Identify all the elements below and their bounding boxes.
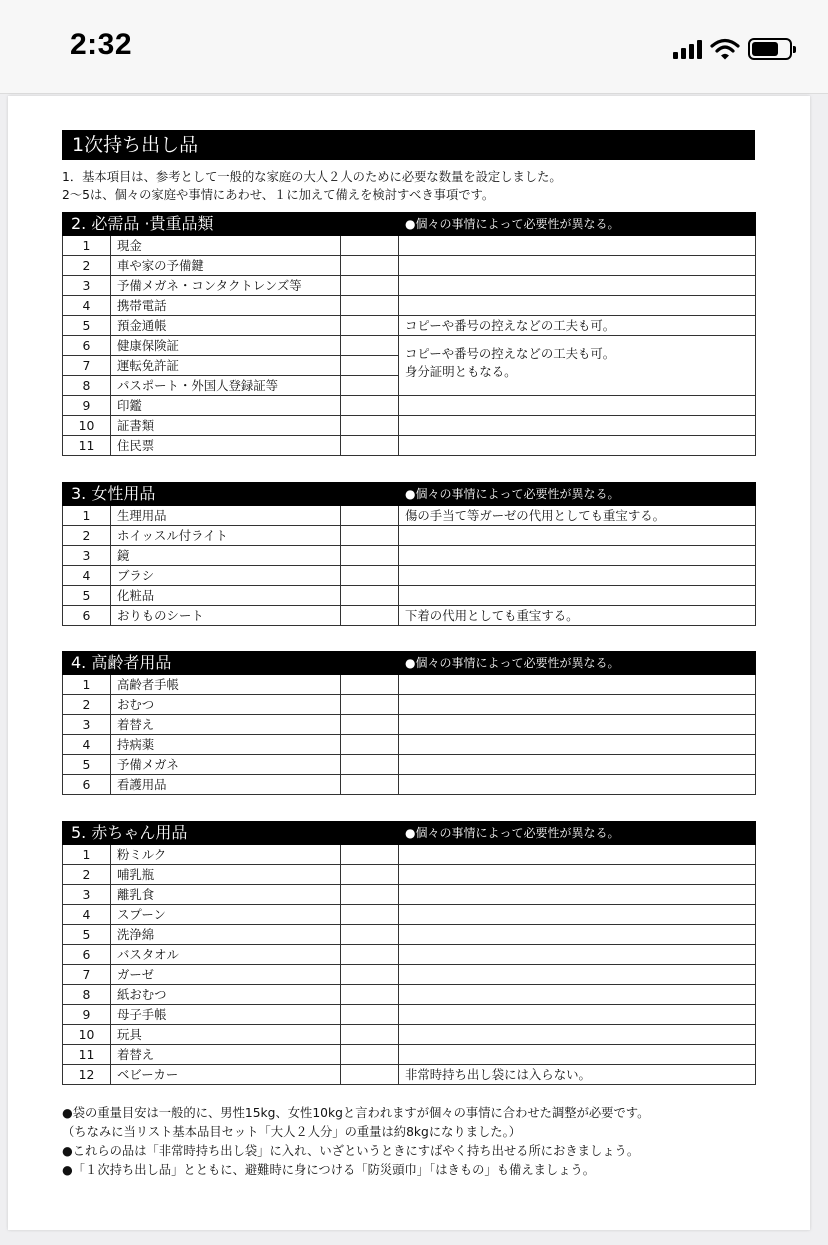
- item-number: 1: [63, 506, 111, 526]
- item-name: 化粧品: [111, 586, 341, 606]
- item-name: 看護用品: [111, 775, 341, 795]
- section-table-baby-items: [62, 821, 756, 1085]
- item-number: 4: [63, 296, 111, 316]
- item-number: 3: [63, 276, 111, 296]
- check-cell: [341, 775, 399, 795]
- item-name: ホイッスル付ライト: [111, 526, 341, 546]
- item-name: 現金: [111, 236, 341, 256]
- check-cell: [341, 865, 399, 885]
- section-table-elderly-items: [62, 651, 756, 795]
- table-row: [63, 845, 756, 865]
- table-row: [63, 985, 756, 1005]
- item-name: 離乳食: [111, 885, 341, 905]
- item-name: 玩具: [111, 1025, 341, 1045]
- item-note-empty: [399, 965, 756, 985]
- item-note: [399, 506, 756, 526]
- item-note-empty: [399, 1045, 756, 1065]
- item-number: 5: [63, 925, 111, 945]
- item-note: [399, 1065, 756, 1085]
- item-note-empty: [399, 416, 756, 436]
- table-row: [63, 256, 756, 276]
- table-row: [63, 695, 756, 715]
- item-note-empty: [399, 845, 756, 865]
- item-name: 母子手帳: [111, 1005, 341, 1025]
- item-name: 予備メガネ・コンタクトレンズ等: [111, 276, 341, 296]
- item-note-empty: [399, 755, 756, 775]
- table-row: [63, 296, 756, 316]
- section-title: 3. 女性用品: [63, 483, 399, 506]
- check-cell: [341, 1065, 399, 1085]
- table-row: [63, 1005, 756, 1025]
- item-number: 2: [63, 695, 111, 715]
- item-note-empty: [399, 775, 756, 795]
- item-note-line: 下着の代用としても重宝する。: [405, 607, 579, 623]
- item-name: 持病薬: [111, 735, 341, 755]
- table-row: [63, 755, 756, 775]
- section-title: 2. 必需品 ·貴重品類: [63, 213, 399, 236]
- item-note-line: 傷の手当て等ガーゼの代用としても重宝する。: [405, 507, 665, 523]
- item-name: 携帯電話: [111, 296, 341, 316]
- item-name: パスポート・外国人登録証等: [111, 376, 341, 396]
- section-header: [63, 652, 756, 675]
- footnote-line: ●これらの品は「非常時持ち出し袋」に入れ、いざというときにすばやく持ち出せる所におきましょう。: [62, 1144, 640, 1158]
- status-time: 2:32: [70, 28, 133, 61]
- table-row: [63, 865, 756, 885]
- item-note: [399, 336, 756, 396]
- section-note: ●個々の事情によって必要性が異なる。: [399, 822, 756, 845]
- table-row: [63, 965, 756, 985]
- item-number: 6: [63, 945, 111, 965]
- table-row: [63, 526, 756, 546]
- item-note-empty: [399, 675, 756, 695]
- check-cell: [341, 925, 399, 945]
- item-name: 予備メガネ: [111, 755, 341, 775]
- table-row: [63, 606, 756, 626]
- section-header: [63, 213, 756, 236]
- item-note-line: コピーや番号の控えなどの工夫も可。: [405, 317, 616, 333]
- table-row: [63, 416, 756, 436]
- check-cell: [341, 1045, 399, 1065]
- table-row: [63, 775, 756, 795]
- check-cell: [341, 715, 399, 735]
- table-row: [63, 925, 756, 945]
- section-header: [63, 483, 756, 506]
- item-note-empty: [399, 566, 756, 586]
- check-cell: [341, 276, 399, 296]
- table-row: [63, 336, 756, 356]
- item-number: 7: [63, 965, 111, 985]
- item-name: おむつ: [111, 695, 341, 715]
- item-note-empty: [399, 695, 756, 715]
- check-cell: [341, 566, 399, 586]
- table-row: [63, 396, 756, 416]
- check-cell: [341, 376, 399, 396]
- item-number: 2: [63, 526, 111, 546]
- section-note: ●個々の事情によって必要性が異なる。: [399, 483, 756, 506]
- wifi-icon: [710, 38, 740, 60]
- item-number: 5: [63, 316, 111, 336]
- check-cell: [341, 1005, 399, 1025]
- check-cell: [341, 755, 399, 775]
- table-row: [63, 715, 756, 735]
- item-name: 哺乳瓶: [111, 865, 341, 885]
- item-number: 12: [63, 1065, 111, 1085]
- item-name: 生理用品: [111, 506, 341, 526]
- check-cell: [341, 606, 399, 626]
- item-number: 9: [63, 396, 111, 416]
- footnotes: [62, 1104, 782, 1180]
- section-note: ●個々の事情によって必要性が異なる。: [399, 213, 756, 236]
- item-number: 2: [63, 256, 111, 276]
- document-intro: [62, 168, 762, 204]
- check-cell: [341, 236, 399, 256]
- item-number: 5: [63, 755, 111, 775]
- item-number: 4: [63, 905, 111, 925]
- item-number: 2: [63, 865, 111, 885]
- section-note: ●個々の事情によって必要性が異なる。: [399, 652, 756, 675]
- cellular-signal-icon: [673, 39, 702, 59]
- section-header: [63, 822, 756, 845]
- item-name: 鏡: [111, 546, 341, 566]
- section-table-womens-items: [62, 482, 756, 626]
- item-number: 11: [63, 436, 111, 456]
- item-number: 6: [63, 336, 111, 356]
- item-number: 3: [63, 546, 111, 566]
- check-cell: [341, 336, 399, 356]
- item-note-empty: [399, 985, 756, 1005]
- table-row: [63, 1025, 756, 1045]
- check-cell: [341, 965, 399, 985]
- item-number: 9: [63, 1005, 111, 1025]
- item-name: スプーン: [111, 905, 341, 925]
- check-cell: [341, 945, 399, 965]
- check-cell: [341, 396, 399, 416]
- item-name: 粉ミルク: [111, 845, 341, 865]
- item-name: 預金通帳: [111, 316, 341, 336]
- table-row: [63, 236, 756, 256]
- intro-line: 1．基本項目は、参考として一般的な家庭の大人２人のために必要な数量を設定しました。: [62, 170, 562, 184]
- check-cell: [341, 905, 399, 925]
- check-cell: [341, 985, 399, 1005]
- item-name: 洗浄綿: [111, 925, 341, 945]
- item-name: ブラシ: [111, 566, 341, 586]
- table-row: [63, 276, 756, 296]
- item-name: 着替え: [111, 715, 341, 735]
- item-note-empty: [399, 256, 756, 276]
- item-note-line: コピーや番号の控えなどの工夫も可。: [405, 346, 616, 361]
- item-name: 高齢者手帳: [111, 675, 341, 695]
- item-number: 3: [63, 885, 111, 905]
- check-cell: [341, 675, 399, 695]
- item-number: 10: [63, 416, 111, 436]
- item-note-line: 身分証明ともなる。: [405, 364, 517, 379]
- status-bar: [0, 0, 828, 94]
- item-note-empty: [399, 296, 756, 316]
- item-note-empty: [399, 1025, 756, 1045]
- item-number: 6: [63, 606, 111, 626]
- item-note: [399, 606, 756, 626]
- check-cell: [341, 316, 399, 336]
- item-number: 5: [63, 586, 111, 606]
- item-note-empty: [399, 396, 756, 416]
- item-name: バスタオル: [111, 945, 341, 965]
- check-cell: [341, 885, 399, 905]
- table-row: [63, 735, 756, 755]
- item-name: ガーゼ: [111, 965, 341, 985]
- check-cell: [341, 1025, 399, 1045]
- item-name: 車や家の予備鍵: [111, 256, 341, 276]
- item-note-empty: [399, 905, 756, 925]
- item-name: 健康保険証: [111, 336, 341, 356]
- table-row: [63, 1065, 756, 1085]
- item-number: 3: [63, 715, 111, 735]
- item-note-empty: [399, 735, 756, 755]
- item-number: 4: [63, 735, 111, 755]
- item-note-line: 非常時持ち出し袋には入らない。: [405, 1066, 591, 1082]
- table-row: [63, 566, 756, 586]
- footnote-line: （ちなみに当リスト基本品目セット「大人２人分」の重量は約8kgになりました。）: [62, 1125, 522, 1139]
- item-name: 証書類: [111, 416, 341, 436]
- table-row: [63, 945, 756, 965]
- item-name: 運転免許証: [111, 356, 341, 376]
- item-note-empty: [399, 276, 756, 296]
- item-name: ベビーカー: [111, 1065, 341, 1085]
- item-name: 紙おむつ: [111, 985, 341, 1005]
- table-row: [63, 885, 756, 905]
- footnote-line: ●「１次持ち出し品」とともに、避難時に身につける「防災頭巾」「はきもの」も備えましょう。: [62, 1163, 596, 1177]
- item-number: 4: [63, 566, 111, 586]
- status-icons: [673, 36, 792, 62]
- check-cell: [341, 436, 399, 456]
- item-number: 1: [63, 845, 111, 865]
- footnote-line: ●袋の重量目安は一般的に、男性15kg、女性10kgと言われますが個々の事情に合わせた調整が必要です。: [62, 1106, 650, 1120]
- item-name: 着替え: [111, 1045, 341, 1065]
- check-cell: [341, 526, 399, 546]
- document-title: 1次持ち出し品: [62, 130, 755, 160]
- item-number: 8: [63, 985, 111, 1005]
- item-number: 7: [63, 356, 111, 376]
- item-number: 10: [63, 1025, 111, 1045]
- item-note-empty: [399, 436, 756, 456]
- section-title: 5. 赤ちゃん用品: [63, 822, 399, 845]
- item-note-empty: [399, 236, 756, 256]
- check-cell: [341, 296, 399, 316]
- item-note-empty: [399, 546, 756, 566]
- item-note-empty: [399, 945, 756, 965]
- table-row: [63, 586, 756, 606]
- check-cell: [341, 356, 399, 376]
- check-cell: [341, 506, 399, 526]
- intro-line: 2～5は、個々の家庭や事情にあわせ、１に加えて備えを検討すべき事項です。: [62, 188, 495, 202]
- item-note-empty: [399, 925, 756, 945]
- item-note-empty: [399, 715, 756, 735]
- check-cell: [341, 586, 399, 606]
- table-row: [63, 905, 756, 925]
- check-cell: [341, 546, 399, 566]
- item-number: 1: [63, 675, 111, 695]
- section-table-necessities: [62, 212, 756, 456]
- item-name: 住民票: [111, 436, 341, 456]
- item-name: おりものシート: [111, 606, 341, 626]
- item-name: 印鑑: [111, 396, 341, 416]
- item-note-empty: [399, 865, 756, 885]
- check-cell: [341, 256, 399, 276]
- check-cell: [341, 845, 399, 865]
- battery-icon: [748, 38, 792, 60]
- item-note-empty: [399, 885, 756, 905]
- table-row: [63, 436, 756, 456]
- table-row: [63, 546, 756, 566]
- table-row: [63, 506, 756, 526]
- section-title: 4. 高齢者用品: [63, 652, 399, 675]
- item-note-empty: [399, 586, 756, 606]
- check-cell: [341, 735, 399, 755]
- check-cell: [341, 416, 399, 436]
- check-cell: [341, 695, 399, 715]
- item-number: 8: [63, 376, 111, 396]
- item-number: 11: [63, 1045, 111, 1065]
- item-note-empty: [399, 1005, 756, 1025]
- item-number: 6: [63, 775, 111, 795]
- table-row: [63, 1045, 756, 1065]
- item-note: [399, 316, 756, 336]
- item-number: 1: [63, 236, 111, 256]
- table-row: [63, 675, 756, 695]
- table-row: [63, 316, 756, 336]
- item-note-empty: [399, 526, 756, 546]
